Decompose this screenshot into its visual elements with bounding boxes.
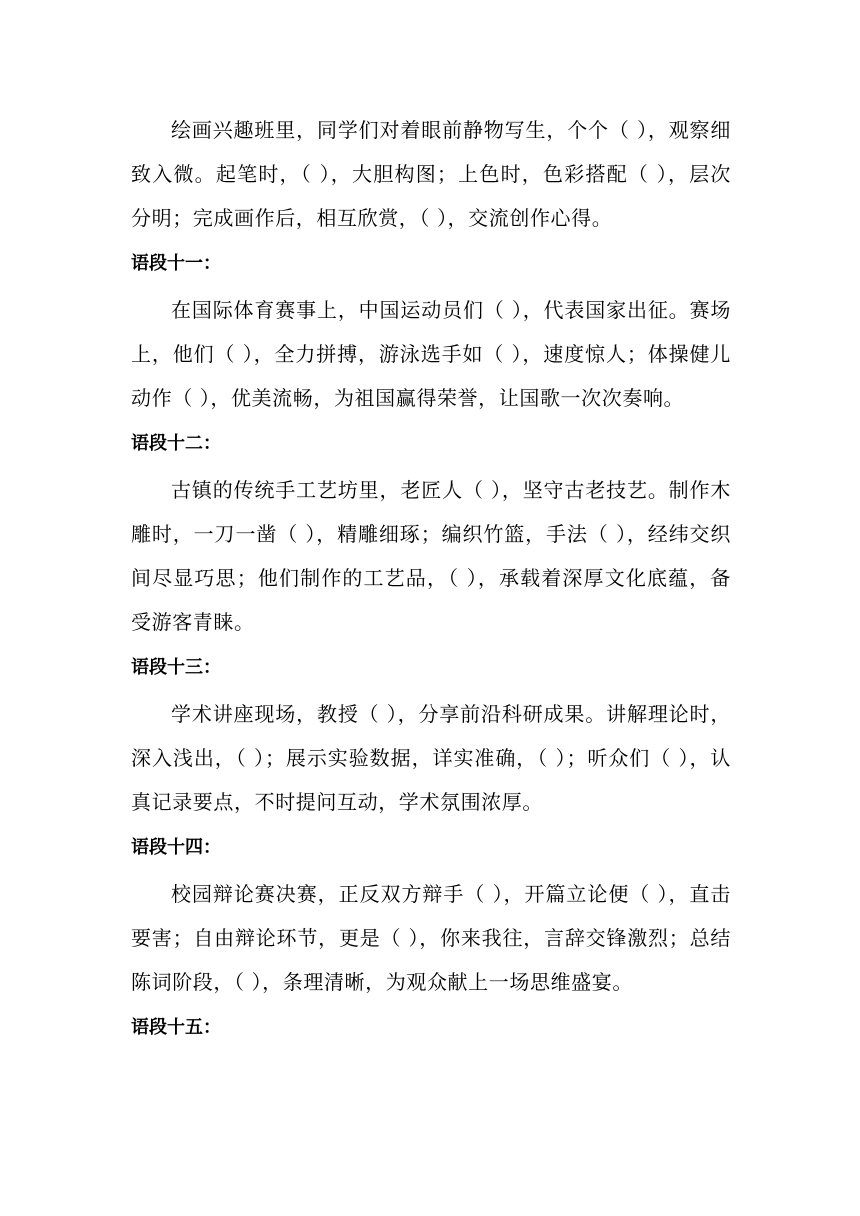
paragraph-sports-event: 在国际体育赛事上，中国运动员们（ ），代表国家出征。赛场上，他们（ ），全力拼搏，游泳选手如（ ），速度惊人；体操健儿动作（ ），优美流畅，为祖国赢得荣誉，让国歌一次次奏响。 [131,298,731,410]
document-page [131,108,731,1052]
section-heading-13: 语段十三： [131,657,221,678]
section-heading-15: 语段十五： [131,1017,221,1038]
paragraph-debate-final: 校园辩论赛决赛，正反双方辩手（ ），开篇立论便（ ），直击要害；自由辩论环节，更是（ ），你来我往，言辞交锋激烈；总结陈词阶段，（ ），条理清晰，为观众献上一场思维盛宴。 [131,882,731,994]
paragraph-handicraft-workshop: 古镇的传统手工艺坊里，老匠人（ ），坚守古老技艺。制作木雕时，一刀一凿（ ），精雕细琢；编织竹篮，手法（ ），经纬交织间尽显巧思；他们制作的工艺品，（ ），承载着深厚文化底蕴，备受游客青睐。 [131,478,731,634]
section-heading-12: 语段十二： [131,433,221,454]
paragraph-academic-lecture: 学术讲座现场，教授（ ），分享前沿科研成果。讲解理论时，深入浅出，（ ）；展示实验数据，详实准确，（ ）；听众们（ ），认真记录要点，不时提问互动，学术氛围浓厚。 [131,702,731,814]
section-heading-11: 语段十一： [131,253,221,274]
paragraph-painting-class: 绘画兴趣班里，同学们对着眼前静物写生，个个（ ），观察细致入微。起笔时，（ ），大胆构图；上色时，色彩搭配（ ），层次分明；完成画作后，相互欣赏，（ ），交流创作心得。 [131,118,731,230]
section-heading-14: 语段十四： [131,837,221,858]
